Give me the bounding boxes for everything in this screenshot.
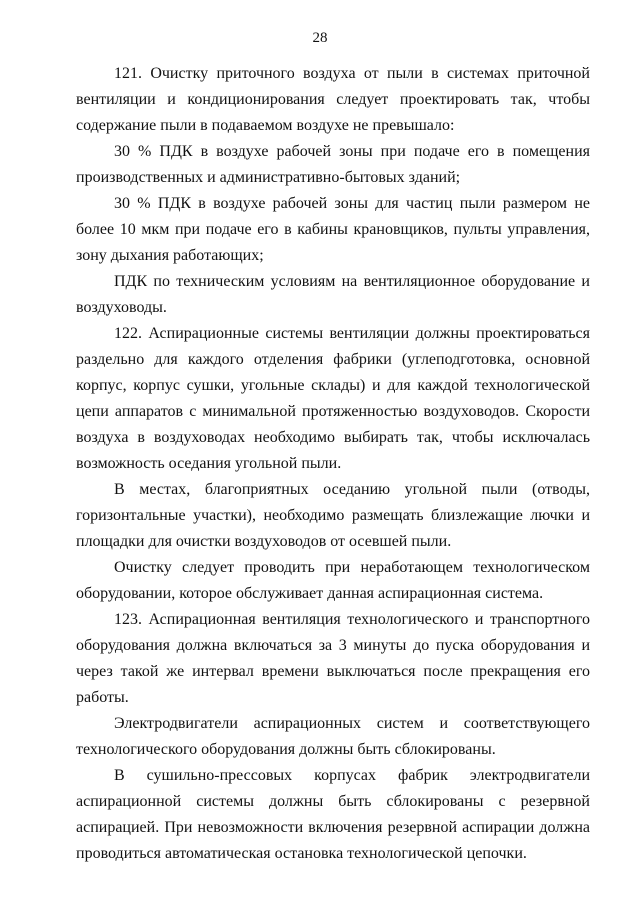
paragraph-dust-30pct-cabins: 30 % ПДК в воздухе рабочей зоны для частиц пыли размером не более 10 мкм при подаче его в кабины крановщиков, пульты управления, зону дыхания работающих; [76,195,590,264]
paragraph-123-ventilation-timing: 123. Аспирационная вентиляция технологического и транспортного оборудования должна включаться за 3 минуты до пуска оборудования и через такой же интервал времени выключаться после прекращения его работы. [76,611,590,706]
paragraph-cleaning: Очистку следует проводить при неработающем технологическом оборудовании, которое обслуживает данная аспирационная система. [76,559,590,602]
paragraph-122-aspiration: 122. Аспирационные системы вентиляции должны проектироваться раздельно для каждого отделения фабрики (углеподготовка, основной корпус, корпус сушки, угольные склады) и для каждой технологической цепи аппаратов с минимальной протяженностью воздуховодов. Скорости воздуха в воздуховодах необходимо выбирать так, чтобы исключалась возможность оседания угольной пыли. [76,325,590,472]
paragraph-hatches: В местах, благоприятных оседанию угольной пыли (отводы, горизонтальные участки), необходимо размещать близлежащие лючки и площадки для очистки воздуховодов от осевшей пыли. [76,481,590,550]
document-body [76,61,590,867]
paragraph-reserve-aspiration: В сушильно-прессовых корпусах фабрик электродвигатели аспирационной системы должны быть сблокированы с резервной аспирацией. При невозможности включения резервной аспирации должна проводиться автоматическая остановка технологической цепочки. [76,767,590,862]
paragraph-121-intro: 121. Очистку приточного воздуха от пыли в системах приточной вентиляции и кондиционирования следует проектировать так, чтобы содержание пыли в подаваемом воздухе не превышало: [76,65,590,134]
page-number: 28 [312,30,328,46]
paragraph-pdk-tech-conditions: ПДК по техническим условиям на вентиляционное оборудование и воздуховоды. [76,273,590,316]
paragraph-dust-30pct-production: 30 % ПДК в воздухе рабочей зоны при подаче его в помещения производственных и административно-бытовых зданий; [76,143,590,186]
paragraph-motors-interlock: Электродвигатели аспирационных систем и соответствующего технологического оборудования должны быть сблокированы. [76,715,590,758]
